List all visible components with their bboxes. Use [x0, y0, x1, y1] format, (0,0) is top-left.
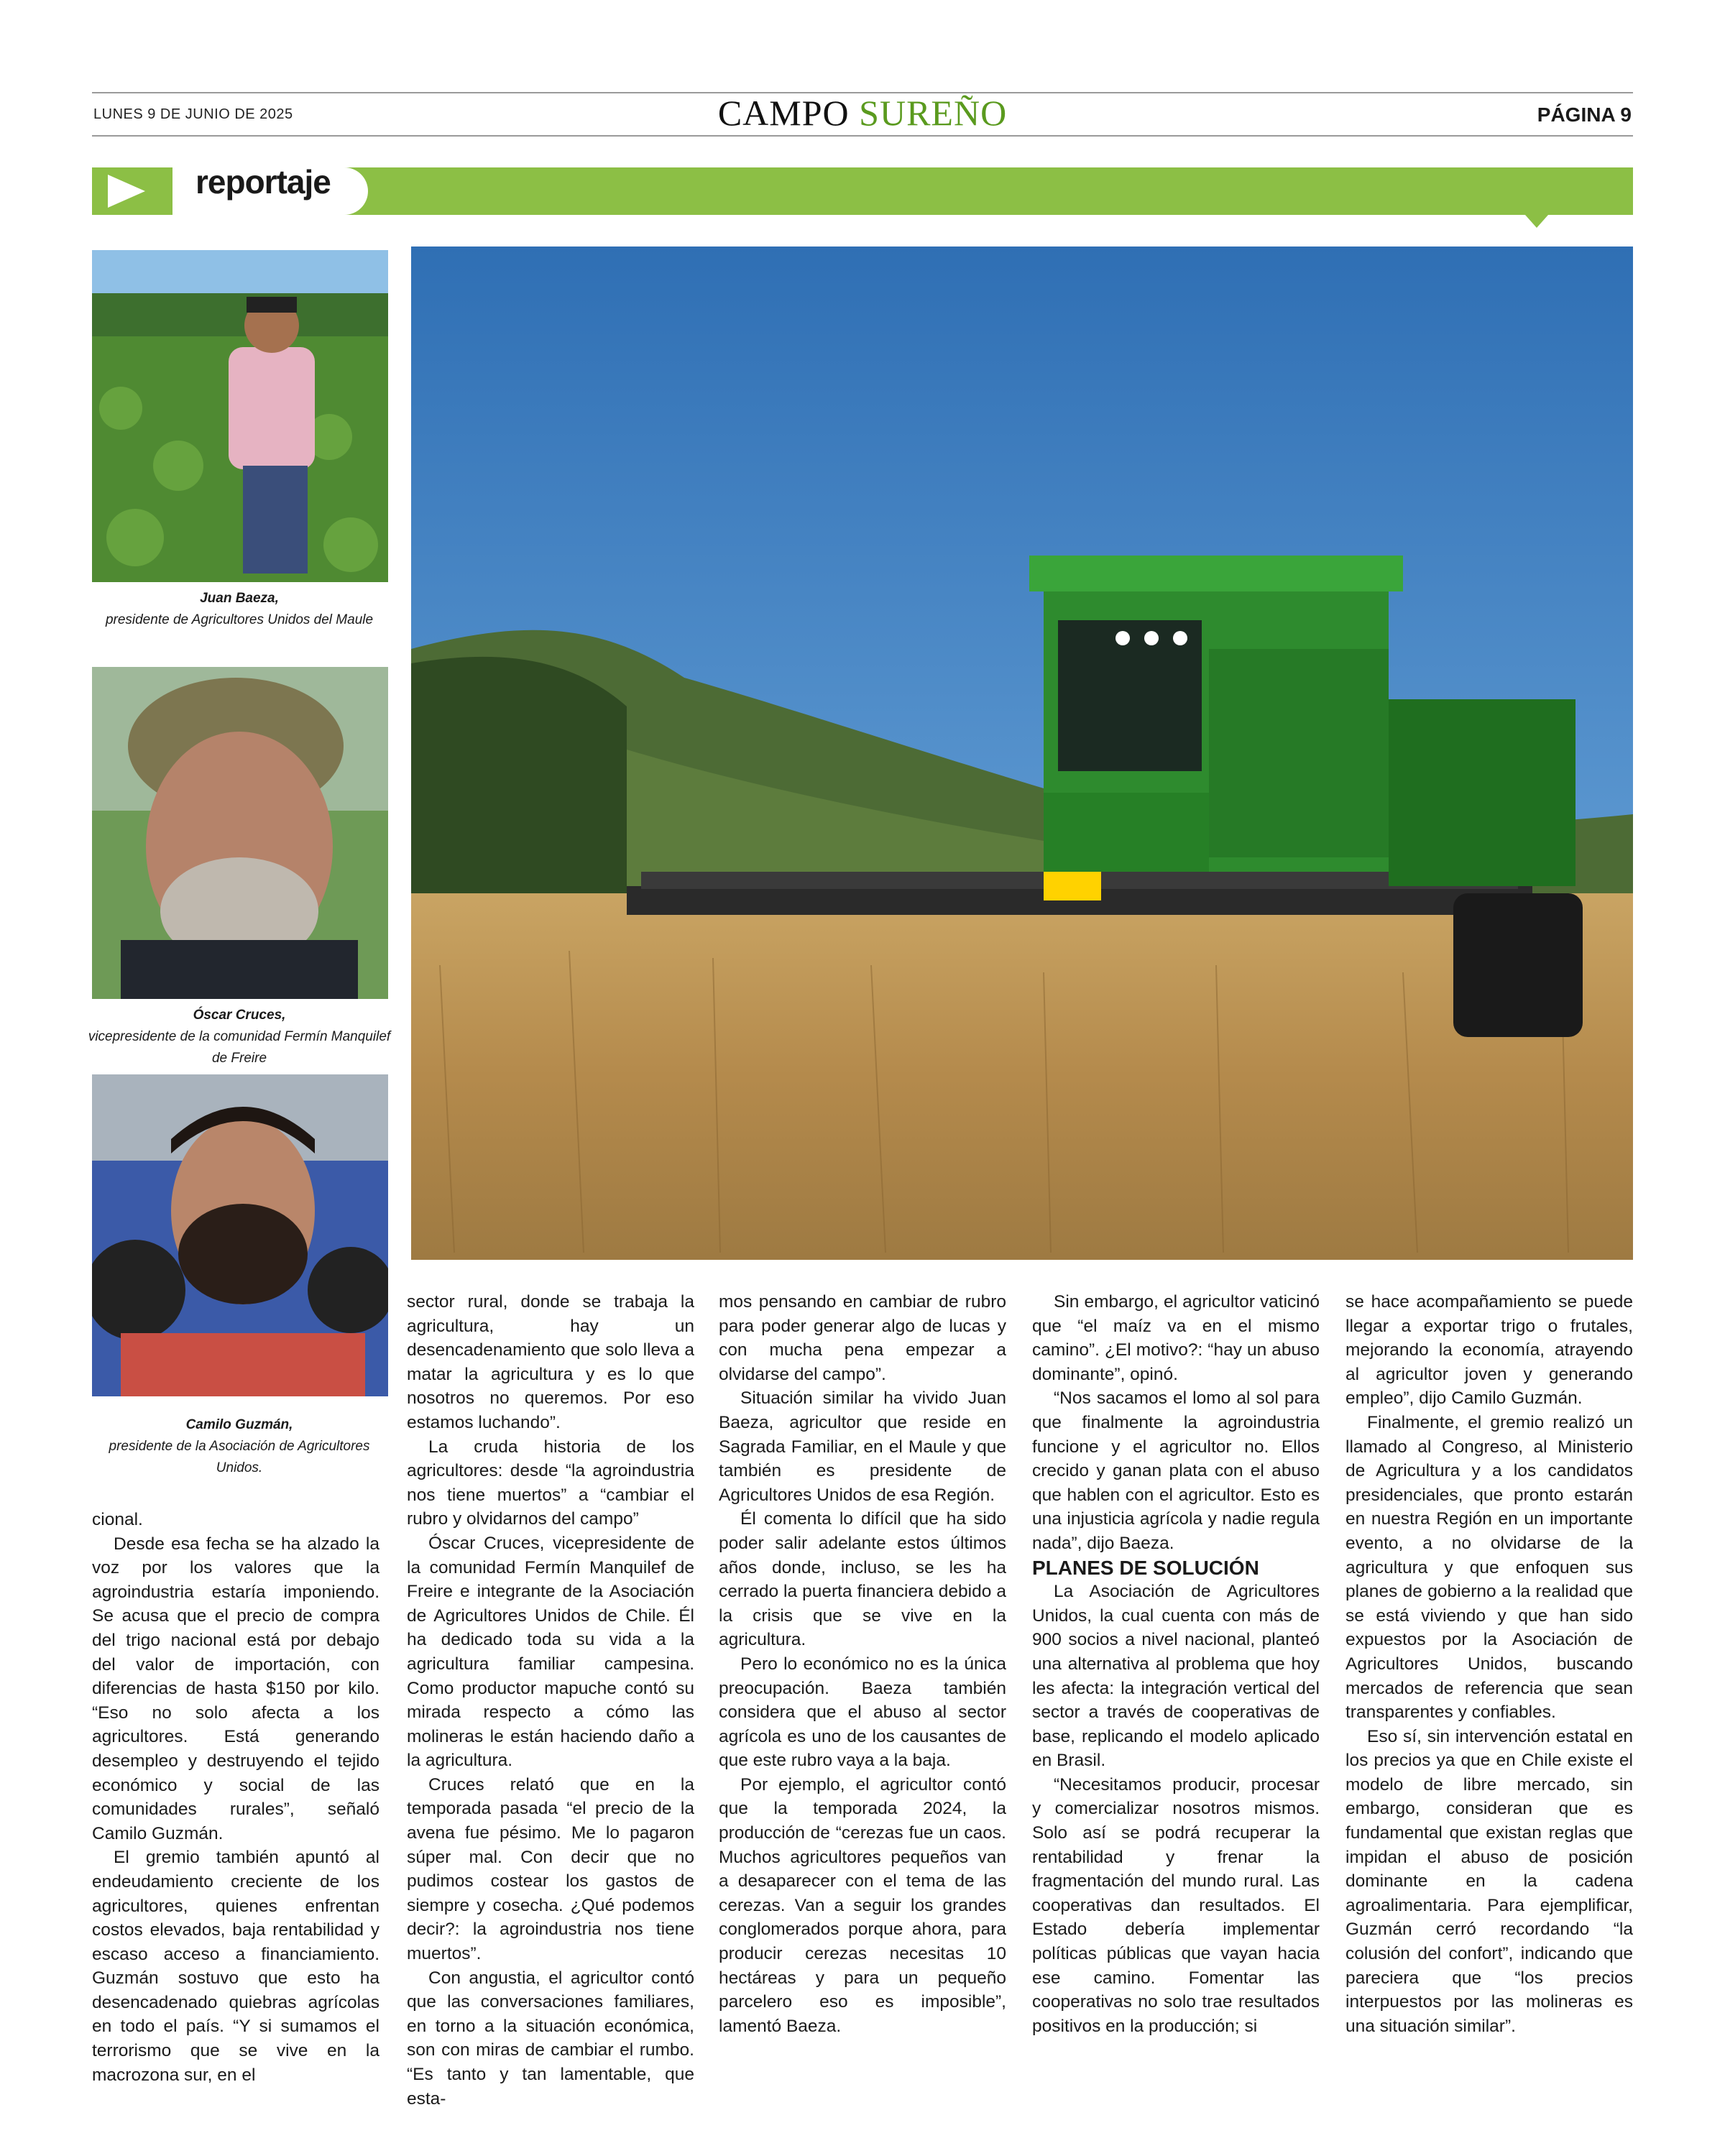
band-notch-icon — [1525, 215, 1548, 228]
caption-role: presidente de Agricultores Unidos del Maule — [105, 612, 374, 627]
paragraph: Por ejemplo, el agricultor contó que la temporada 2024, la producción de “cerezas fue un caos. Muchos agricultores pequeños van a desaparecer con el tema de las cerezas. Van a seguir los grandes conglomerados porque ahora, para producir cerezas necesitas 10 hectáreas y para un pequeño parcelero eso es imposible”, lamentó Baeza. — [719, 1774, 1006, 2036]
article-column-3 — [719, 1290, 1006, 2038]
caption-juan-baeza — [85, 588, 394, 631]
paragraph: La Asociación de Agricultores Unidos, la cual cuenta con más de 900 socios a nivel nacional, planteó una alternativa al problema que hoy les afecta: la integración vertical del sector a través de cooperativas de base, replicando el modelo aplicado en Brasil. — [1032, 1582, 1320, 1771]
portrait-oscar-cruces-illustration — [92, 667, 388, 999]
portrait-juan-baeza-illustration — [92, 250, 388, 582]
paragraph: Situación similar ha vivido Juan Baeza, agricultor que reside en Sagrada Familiar, en el Maule y que también es presidente de Agricultores Unidos de esa Región. — [719, 1388, 1006, 1505]
paragraph: Desde esa fecha se ha alzado la voz por los valores que la agroindustria estaría imponiendo. Se acusa que el precio de compra del trigo nacional está por debajo del valor de importación, con diferencias de hasta $150 por kilo. “Eso no solo afecta a los agricultores. Está generando desempleo y destruyendo el tejido económico y social de las comunidades rurales”, señaló Camilo Guzmán. — [92, 1534, 380, 1843]
portrait-oscar-cruces — [92, 667, 388, 999]
paragraph: Con angustia, el agricultor contó que las conversaciones familiares, en torno a la situación económica, son con miras de cambiar el rumbo. “Es tanto y tan lamentable, que esta- — [407, 1968, 694, 2109]
harvester-illustration — [411, 247, 1633, 1260]
paragraph: Óscar Cruces, vicepresidente de la comunidad Fermín Manquilef de Freire e integrante de la Asociación de Agricultores Unidos de Chile. Él ha dedicado toda su vida a la agricultura familiar campesina. Como productor mapuche contó su mirada respecto a cómo las molineras le están haciendo daño a la agricultura. — [407, 1533, 694, 1771]
caption-role: presidente de la Asociación de Agricultores Unidos. — [109, 1439, 370, 1475]
paragraph: “Nos sacamos el lomo al sol para que finalmente la agroindustria funcione y el agricultor no. Ellos crecido y ganan plata con el abuso que hablen con el agricultor. Esto es una injusticia agrícola y nadie regula nada”, dijo Baeza. — [1032, 1388, 1320, 1553]
masthead-sureno: SUREÑO — [859, 93, 1008, 133]
paragraph: Cruces relató que en la temporada pasada “el precio de la avena fue pésimo. Me lo pagaron súper mal. Con decir que no pudimos costear los gastos de siempre y cosecha. ¿Qué podemos decir?: la agroindustria nos tiene muertos”. — [407, 1774, 694, 1964]
issue-date: LUNES 9 DE JUNIO DE 2025 — [93, 106, 293, 122]
paragraph: La cruda historia de los agricultores: desde “la agroindustria nos tiene muertos” a “cambiar el rubro y olvidarnos del campo” — [407, 1437, 694, 1529]
paragraph: Pero lo económico no es la única preocupación. Baeza también considera que el abuso al sector agrícola es uno de los causantes de que este rubro vaya a la baja. — [719, 1654, 1006, 1771]
caption-name: Óscar Cruces, — [193, 1008, 286, 1023]
caption-name: Camilo Guzmán, — [185, 1417, 293, 1432]
paragraph: cional. — [92, 1510, 143, 1529]
main-photo-harvester — [411, 247, 1633, 1260]
article-column-5 — [1346, 1290, 1633, 2038]
header-bottom-rule — [92, 135, 1633, 137]
caption-camilo-guzman — [85, 1414, 394, 1479]
paragraph: Finalmente, el gremio realizó un llamado al Congreso, al Ministerio de Agricultura y a los candidatos presidenciales, que pronto estarán en nuestra Región en un importante evento, a no olvidarse de la agricultura y que enfoquen sus planes de gobierno a la realidad que se está viviendo y que han sido expuestos por la Asociación de Agricultores Unidos, buscando mercados de referencia que sean transparentes y confiables. — [1346, 1412, 1633, 1723]
play-arrow-icon — [108, 175, 145, 208]
section-label: reportaje — [196, 163, 331, 201]
masthead-campo: CAMPO — [717, 93, 850, 133]
paragraph: Eso sí, sin intervención estatal en los precios ya que en Chile existe el modelo de libre mercado, sin embargo, consideran que es fundamental que existan reglas que impidan el abuso de posición dominante en la cadena agroalimentaria. Para ejemplificar, Guzmán cerró recordando “la colusión del confort”, indicando que pareciera que “los precios interpuestos por las molineras es una situación similar”. — [1346, 1726, 1633, 2036]
caption-role: vicepresidente de la comunidad Fermín Manquilef de Freire — [88, 1029, 391, 1066]
masthead — [0, 92, 1725, 134]
paragraph: se hace acompañamiento se puede llegar a exportar trigo o frutales, mejorando la economía, atrayendo al agricultor joven y generando empleo”, dijo Camilo Guzmán. — [1346, 1292, 1633, 1409]
paragraph: El gremio también apuntó al endeudamiento creciente de los agricultores, quienes enfrentan costos elevados, baja rentabilidad y escaso acceso a financiamiento. Guzmán sostuvo que esto ha desencadenado quiebras agrícolas en todo el país. “Y si sumamos el terrorismo que se vive en la macrozona sur, en el — [92, 1848, 380, 2085]
caption-oscar-cruces — [85, 1005, 394, 1069]
paragraph: “Necesitamos producir, procesar y comercializar nosotros mismos. Solo así se podrá recuperar la rentabilidad y frenar la fragmentación del mundo rural. Las cooperativas dan resultados. El Estado debería implementar políticas públicas que vayan hacia ese camino. Fomentar las cooperativas no solo trae resultados positivos en la producción; si — [1032, 1774, 1320, 2036]
caption-name: Juan Baeza, — [200, 591, 279, 606]
paragraph: Él comenta lo difícil que ha sido poder salir adelante estos últimos años donde, incluso, se les ha cerrado la puerta financiera debido a la crisis que se vive en la agricultura. — [719, 1509, 1006, 1650]
paragraph: mos pensando en cambiar de rubro para poder generar algo de lucas y con mucha pena empezar a olvidarse del campo”. — [719, 1292, 1006, 1384]
article-column-1 — [92, 1508, 380, 2087]
subhead-planes-de-solucion: PLANES DE SOLUCIÓN — [1032, 1556, 1259, 1579]
portrait-camilo-guzman-illustration — [92, 1074, 388, 1396]
paragraph: Sin embargo, el agricultor vaticinó que “el maíz va en el mismo camino”. ¿El motivo?: “hay un abuso dominante”, opinó. — [1032, 1292, 1320, 1384]
portrait-juan-baeza — [92, 250, 388, 582]
article-column-4 — [1032, 1290, 1320, 2038]
page-number: PÁGINA 9 — [1537, 103, 1632, 126]
paragraph: sector rural, donde se trabaja la agricultura, hay un desencadenamiento que solo lleva a matar la agricultura y es lo que nosotros no queremos. Por eso estamos luchando”. — [407, 1292, 694, 1432]
article-column-2 — [407, 1290, 694, 2111]
portrait-camilo-guzman — [92, 1074, 388, 1396]
